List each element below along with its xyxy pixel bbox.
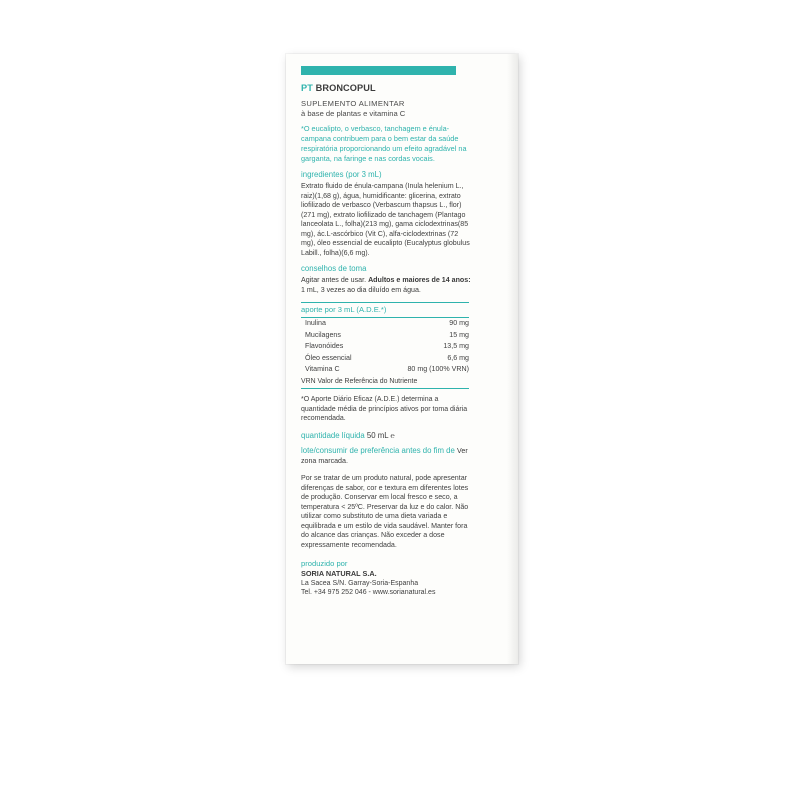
storage-text: Por se tratar de um produto natural, pode apresentar diferenças de sabor, cor e textura em diferentes lotes de produção. Conservar em local fresco e seco, a temperatura < 25ºC. Preservar da luz e do calor. Não utilizar como substituto de uma dieta variada e equilibrada e um estilo de vida saudável. Manter fora do alcance das crianças. Não exceder a dose expressamente recomendada.: [301, 474, 469, 549]
nutrient-value: 90 mg: [449, 319, 469, 328]
vrn-footnote: VRN Valor de Referência do Nutriente: [301, 378, 418, 386]
advice-dose-text: 1 mL, 3 vezes ao dia diluído em água.: [301, 285, 421, 294]
supplement-base-label: à base de plantas e vitamina C: [301, 109, 406, 119]
nutrient-label: Inulina: [305, 319, 326, 328]
nutrient-label: Mucilagens: [305, 330, 341, 339]
producer-title: produzido por: [301, 559, 348, 569]
nutrient-value: 80 mg (100% VRN): [407, 364, 469, 373]
nutrient-label: Flavonóides: [305, 342, 344, 351]
advice-audience-label: Adultos e maiores de 14 anos:: [368, 276, 471, 285]
net-quantity-line: [301, 431, 474, 441]
net-quantity-label: quantidade líquida: [301, 431, 365, 441]
nutrient-value: 13,5 mg: [443, 342, 469, 351]
brand-heading: [301, 82, 474, 94]
product-package: [286, 54, 518, 664]
producer-address: La Sacea S/N. Garray-Soria-Espanha: [301, 579, 419, 587]
ade-footnote: *O Aporte Diário Eficaz (A.D.E.) determina a quantidade média de princípios ativos por toma diária recomendada.: [301, 396, 468, 423]
estimated-sign-icon: ℮: [390, 431, 395, 441]
advice-shake-text: Agitar antes de usar.: [301, 276, 367, 285]
nutrient-value: 15 mg: [449, 330, 469, 339]
producer-contact: Tel. +34 975 252 046 - www.sorianatural.es: [301, 589, 436, 597]
lot-label: lote/consumir de preferência antes do fim de: [301, 445, 455, 455]
table-row: [301, 330, 469, 341]
nutrition-table: [301, 302, 469, 389]
net-quantity-value: 50 mL: [366, 431, 389, 441]
table-row: [301, 353, 469, 364]
advice-text: [301, 276, 474, 295]
producer-name: SORIA NATURAL S.A.: [301, 569, 377, 579]
table-row: [301, 364, 469, 375]
package-fold-shading: [507, 54, 518, 664]
ingredients-title: ingredientes (por 3 mL): [301, 169, 382, 179]
nutrient-label: Vitamina C: [305, 364, 340, 373]
lot-line: [301, 446, 474, 466]
package-label-content: [301, 82, 474, 597]
lot-value: Ver zona marcada.: [301, 446, 468, 465]
health-claim-text: *O eucalipto, o verbasco, tanchagem e énula-campana contribuem para o bem estar da saúde respiratória proporcionando um efeito agradável na garganta, na faringe e nas cordas vocais.: [301, 124, 467, 163]
nutrient-value: 6,6 mg: [447, 353, 469, 362]
table-row: [301, 318, 469, 329]
nutrition-table-header: aporte por 3 mL (A.D.E.*): [301, 303, 469, 318]
country-code-label: PT: [301, 83, 313, 93]
teal-header-bar: [301, 66, 456, 75]
brand-name-label: BRONCOPUL: [315, 83, 376, 93]
advice-title: conselhos de toma: [301, 264, 367, 274]
table-row: [301, 341, 469, 352]
nutrient-label: Óleo essencial: [305, 353, 352, 362]
supplement-type-label: SUPLEMENTO ALIMENTAR: [301, 99, 405, 109]
ingredients-text: Extrato fluido de énula-campana (Inula helenium L., raiz)(1,68 g), água, humidificante: glicerina, extrato liofilizado de verbasco (Verbascum thapsus L., flor)(271 mg), extrato liofilizado de tanchagem (Plantago lanceolata L., folha)(213 mg), gama ciclodextrinas(85 mg), ác.L-ascórbico (Vit C), alfa-ciclodextrinas (72 mg), óleo essencial de eucalipto (Eucalyptus globulus Labill., folha)(6,6 mg).: [301, 182, 470, 257]
